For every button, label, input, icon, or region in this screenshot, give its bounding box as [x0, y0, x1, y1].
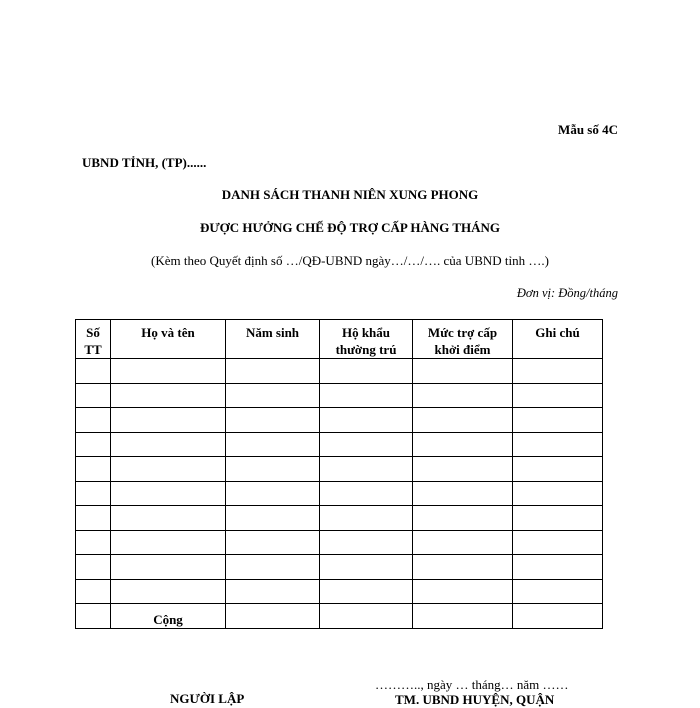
table-cell	[413, 359, 513, 384]
header-full-name: Họ và tên	[111, 320, 226, 359]
table-cell	[513, 506, 603, 531]
table-cell	[111, 457, 226, 482]
table-cell	[513, 383, 603, 408]
table-cell	[76, 481, 111, 506]
table-cell	[111, 432, 226, 457]
header-notes: Ghi chú	[513, 320, 603, 359]
table-body	[76, 359, 603, 629]
table-cell	[111, 481, 226, 506]
table-row	[76, 530, 603, 555]
table-cell	[413, 530, 513, 555]
table-cell	[76, 579, 111, 604]
total-row	[76, 604, 603, 629]
table-cell	[226, 506, 320, 531]
table-cell	[513, 457, 603, 482]
table-cell	[111, 408, 226, 433]
table-cell	[111, 506, 226, 531]
currency-unit: Đơn vị: Đồng/tháng	[516, 286, 618, 300]
table-cell	[413, 383, 513, 408]
table-cell	[76, 408, 111, 433]
form-number: Mẫu số 4C	[558, 122, 618, 137]
table-cell	[226, 555, 320, 580]
table-cell	[76, 555, 111, 580]
table-row	[76, 432, 603, 457]
document-title-line2: ĐƯỢC HƯỞNG CHẾ ĐỘ TRỢ CẤP HÀNG THÁNG	[199, 220, 501, 235]
table-cell	[413, 579, 513, 604]
header-residence: Hộ khẩu thường trú	[320, 320, 413, 359]
table-row	[76, 457, 603, 482]
table-cell	[513, 555, 603, 580]
table-cell	[320, 481, 413, 506]
table-cell	[76, 457, 111, 482]
preparer-signature-title: NGƯỜI LẬP	[170, 691, 245, 706]
table-cell	[226, 457, 320, 482]
beneficiary-table	[75, 319, 603, 629]
table-cell	[226, 408, 320, 433]
table-cell	[320, 555, 413, 580]
table-cell	[513, 359, 603, 384]
table-cell	[513, 432, 603, 457]
table-cell	[226, 530, 320, 555]
table-cell	[76, 530, 111, 555]
decision-reference: (Kèm theo Quyết định số …/QĐ-UBND ngày…/…/…. của UBND tỉnh ….)	[151, 253, 549, 268]
table-cell	[320, 432, 413, 457]
table-cell	[320, 579, 413, 604]
table-cell	[413, 555, 513, 580]
header-birth-year: Năm sinh	[226, 320, 320, 359]
table-cell	[413, 481, 513, 506]
table-cell	[513, 604, 603, 629]
date-line: ……….., ngày … tháng… năm ……	[375, 677, 569, 692]
table-header-row	[76, 320, 603, 359]
table-cell	[513, 408, 603, 433]
table-cell	[111, 359, 226, 384]
table-cell	[413, 408, 513, 433]
table-cell	[111, 579, 226, 604]
table-cell	[320, 383, 413, 408]
header-initial-allowance: Mức trợ cấp khởi điểm	[413, 320, 513, 359]
table-row	[76, 359, 603, 384]
table-cell	[320, 506, 413, 531]
table-cell	[513, 481, 603, 506]
table-cell	[320, 457, 413, 482]
table-row	[76, 506, 603, 531]
table-cell	[111, 530, 226, 555]
table-cell	[413, 506, 513, 531]
table-row	[76, 481, 603, 506]
table-cell	[226, 383, 320, 408]
issuing-authority: UBND TỈNH, (TP)......	[82, 155, 207, 170]
table-cell	[111, 383, 226, 408]
table-cell	[226, 359, 320, 384]
document-title: DANH SÁCH THANH NIÊN XUNG PHONG	[221, 187, 479, 202]
table-cell	[413, 604, 513, 629]
total-label: Cộng	[111, 604, 226, 629]
table-cell	[76, 359, 111, 384]
table-cell	[413, 432, 513, 457]
table-cell	[111, 555, 226, 580]
table-cell	[320, 359, 413, 384]
table-cell	[76, 383, 111, 408]
table-cell	[76, 506, 111, 531]
header-stt: Số TT	[76, 320, 111, 359]
table-cell	[226, 432, 320, 457]
table-cell	[513, 579, 603, 604]
table-cell	[226, 481, 320, 506]
table-row	[76, 555, 603, 580]
table-cell	[226, 579, 320, 604]
table-cell	[320, 604, 413, 629]
table-cell	[76, 604, 111, 629]
table-cell	[413, 457, 513, 482]
table-row	[76, 383, 603, 408]
table-cell	[226, 604, 320, 629]
table-cell	[320, 530, 413, 555]
table-cell	[513, 530, 603, 555]
table-row	[76, 579, 603, 604]
table-row	[76, 408, 603, 433]
table-cell	[76, 432, 111, 457]
approver-signature-title: TM. UBND HUYỆN, QUẬN	[395, 692, 555, 707]
table-cell	[320, 408, 413, 433]
